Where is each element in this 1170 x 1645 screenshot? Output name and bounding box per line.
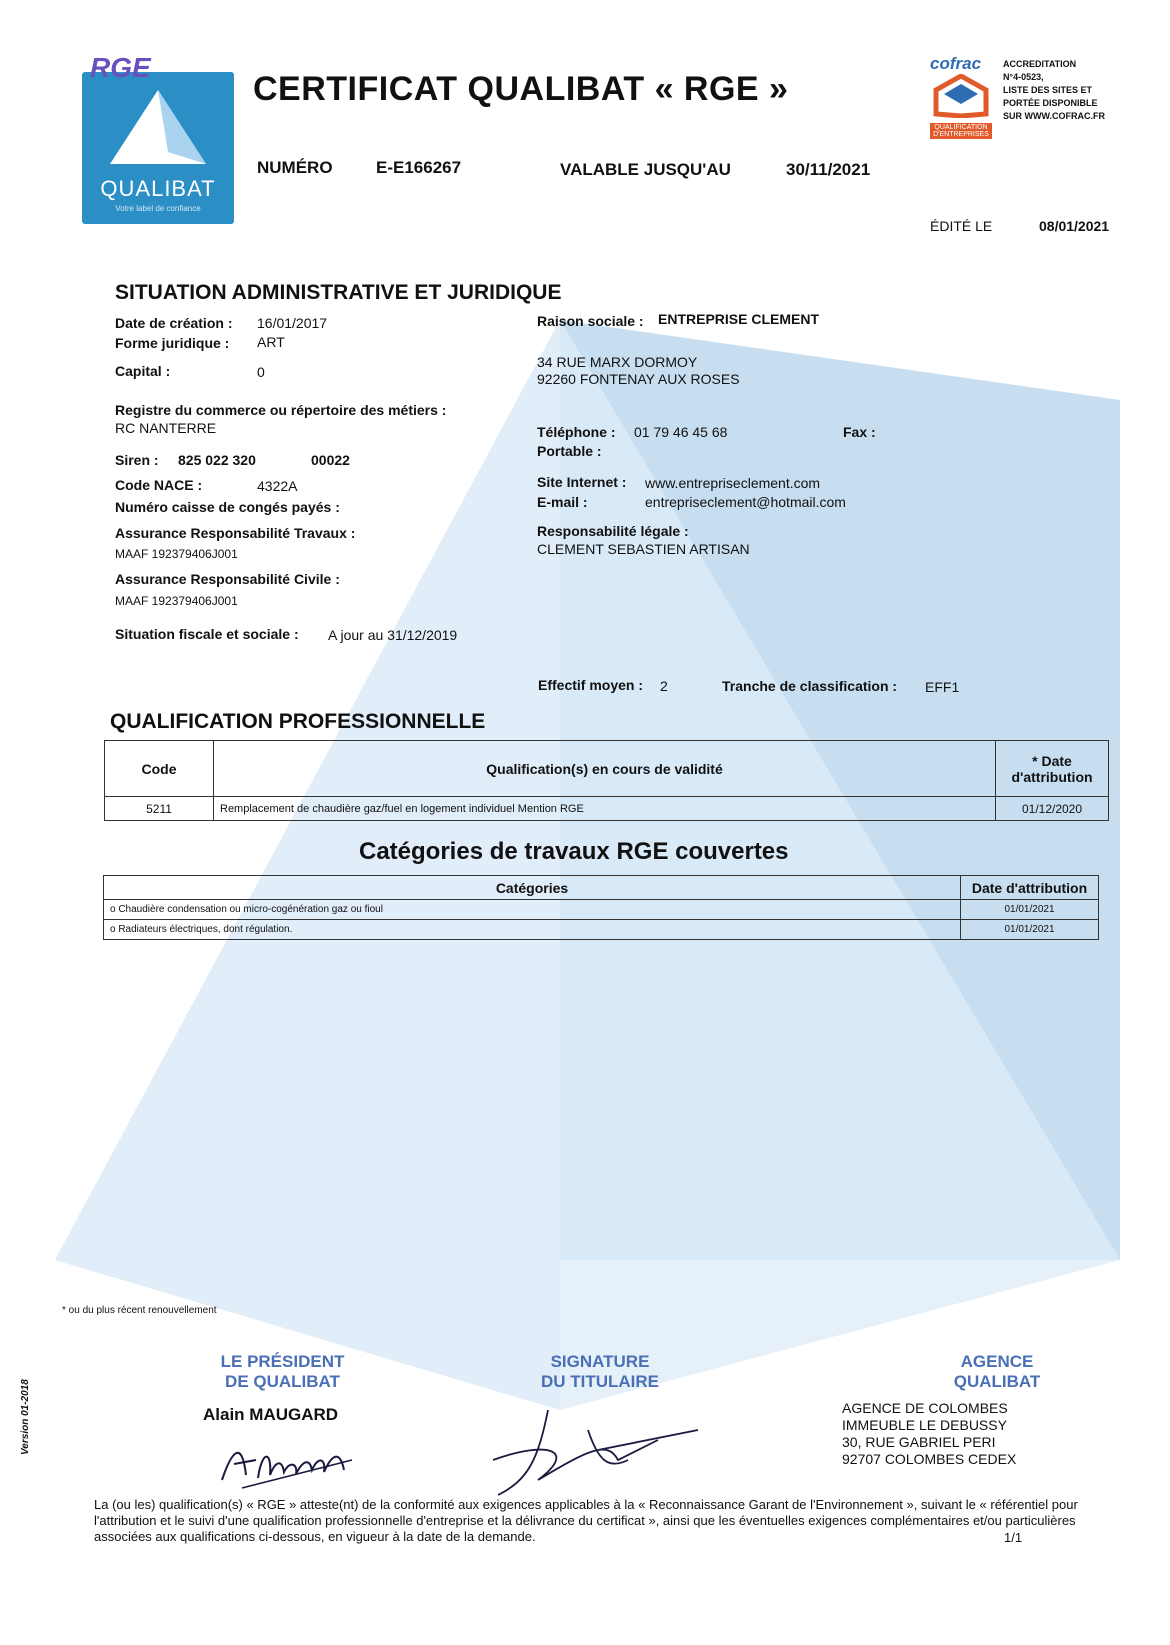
date-creation-value: 16/01/2017 [257,315,328,331]
assurance-travaux-value: MAAF 192379406J001 [115,547,238,561]
category-label: o Chaudière condensation ou micro-cogénération gaz ou fioul [104,900,961,920]
raison-label: Raison sociale : [537,313,644,329]
address-line-1: 34 RUE MARX DORMOY [537,354,698,370]
nace-value: 4322A [257,478,298,494]
registre-label: Registre du commerce ou répertoire des métiers : [115,402,447,418]
footnote: * ou du plus récent renouvellement [62,1305,217,1316]
agence-address-line: AGENCE DE COLOMBES [842,1400,1008,1416]
version-label: Version 01-2018 [20,1379,31,1455]
effectif-label: Effectif moyen : [538,677,644,693]
col-date-attribution: Date d'attribution [961,876,1099,900]
accreditation-text [1003,58,1105,123]
address-line-2: 92260 FONTENAY AUX ROSES [537,371,740,387]
cofrac-emblem-icon [930,74,992,118]
assurance-civile-label: Assurance Responsabilité Civile : [115,571,340,587]
fiscale-value: A jour au 31/12/2019 [328,627,458,643]
president-name: Alain MAUGARD [203,1405,339,1424]
accreditation-line: ACCREDITATION [1003,59,1077,69]
row-date: 01/12/2020 [996,797,1109,821]
president-line-1: LE PRÉSIDENT [220,1352,345,1371]
qualification-heading: QUALIFICATION PROFESSIONNELLE [110,710,486,733]
categories-table [103,875,1099,940]
col-code: Code [105,741,214,797]
agence-heading [932,1352,1062,1392]
category-date: 01/01/2021 [961,900,1099,920]
categories-heading: Catégories de travaux RGE couvertes [359,838,789,865]
conges-label: Numéro caisse de congés payés : [115,499,340,515]
valable-label: VALABLE JUSQU'AU [560,160,731,179]
forme-label: Forme juridique : [115,335,230,351]
col-date-line-2: d'attribution [1011,768,1093,785]
legal-text: La (ou les) qualification(s) « RGE » atteste(nt) de la conformité aux exigences applicables à la « Reconnaissance Garant de l'Environnement », suivant le « référentiel pour l'attribution et le suivi d'une qualification professionnelle d'entreprise et la délivrance du certificat », ainsi que les éventuelles exigences complémentaires et/ou particulières associées aux qualifications ci-dessous, en vigueur à la date de la demande. [94,1497,1078,1544]
telephone-value: 01 79 46 45 68 [634,424,728,440]
accreditation-line: N°4-0523, [1003,72,1044,82]
category-label: o Radiateurs électriques, dont régulation. [104,920,961,940]
siren-suffix: 00022 [311,452,350,468]
logo-subtitle: Votre label de confiance [115,204,201,213]
page-title: CERTIFICAT QUALIBAT « RGE » [253,70,789,108]
cofrac-sub: QUALIFICATION D'ENTREPRISES [930,123,992,139]
logo-name: QUALIBAT [100,176,216,201]
qualibat-logo [82,52,234,224]
registre-value: RC NANTERRE [115,420,217,436]
row-code: 5211 [105,797,214,821]
edite-value: 08/01/2021 [1039,218,1110,234]
row-label: Remplacement de chaudière gaz/fuel en logement individuel Mention RGE [214,797,996,821]
president-line-2: DE QUALIBAT [225,1372,340,1391]
email-value: entrepriseclement@hotmail.com [645,494,846,510]
table-row [104,920,1099,940]
site-label: Site Internet : [537,474,627,490]
signature-line-2: DU TITULAIRE [540,1372,660,1391]
forme-value: ART [257,334,285,350]
titulaire-signature-icon [488,1400,708,1500]
accreditation-line: SUR WWW.COFRAC.FR [1003,111,1105,121]
accreditation-line: PORTÉE DISPONIBLE [1003,98,1098,108]
siren-label: Siren : [115,452,159,468]
cofrac-logo [930,54,992,156]
edite-label: ÉDITÉ LE [930,218,993,234]
capital-value: 0 [257,364,265,380]
numero-value: E-E166267 [376,158,462,177]
cofrac-label: cofrac [930,54,982,73]
signature-line-1: SIGNATURE [550,1352,650,1371]
agence-address-line: 30, RUE GABRIEL PERI [842,1434,996,1450]
signature-heading [510,1352,690,1392]
telephone-label: Téléphone : [537,424,616,440]
tranche-value: EFF1 [925,679,960,695]
fiscale-label: Situation fiscale et sociale : [115,626,299,642]
effectif-value: 2 [660,678,668,694]
assurance-travaux-label: Assurance Responsabilité Travaux : [115,525,356,541]
tranche-label: Tranche de classification : [722,678,898,694]
email-label: E-mail : [537,494,588,510]
agence-line-1: AGENCE [960,1352,1034,1371]
president-signature-icon [212,1430,362,1490]
col-date [996,741,1109,797]
qualification-table [104,740,1109,821]
table-header-row [104,876,1099,900]
fax-label: Fax : [843,424,876,440]
date-creation-label: Date de création : [115,315,233,331]
president-heading [190,1352,375,1392]
table-header-row [105,741,1109,797]
admin-heading: SITUATION ADMINISTRATIVE ET JURIDIQUE [115,281,562,304]
agence-address [842,1400,1016,1468]
agence-address-line: IMMEUBLE LE DEBUSSY [842,1417,1007,1433]
agence-line-2: QUALIBAT [953,1372,1041,1391]
portable-label: Portable : [537,443,602,459]
accreditation-line: LISTE DES SITES ET [1003,85,1093,95]
table-row [105,797,1109,821]
resp-value: CLEMENT SEBASTIEN ARTISAN [537,541,750,557]
siren-value: 825 022 320 [178,452,256,468]
col-qualification: Qualification(s) en cours de validité [214,741,996,797]
valable-value: 30/11/2021 [786,160,871,179]
col-categories: Catégories [104,876,961,900]
numero-label: NUMÉRO [257,158,333,177]
site-value: www.entrepriseclement.com [645,475,821,491]
col-date-line-1: * Date [1032,752,1072,769]
nace-label: Code NACE : [115,477,203,493]
rge-badge: RGE [90,52,151,83]
assurance-civile-value: MAAF 192379406J001 [115,594,238,608]
raison-value: ENTREPRISE CLEMENT [658,311,820,327]
pyramid-logo-icon [102,86,214,170]
table-row [104,900,1099,920]
capital-label: Capital : [115,363,171,379]
resp-label: Responsabilité légale : [537,523,689,539]
page-number: 1/1 [1004,1530,1023,1545]
category-date: 01/01/2021 [961,920,1099,940]
agence-address-line: 92707 COLOMBES CEDEX [842,1451,1017,1467]
